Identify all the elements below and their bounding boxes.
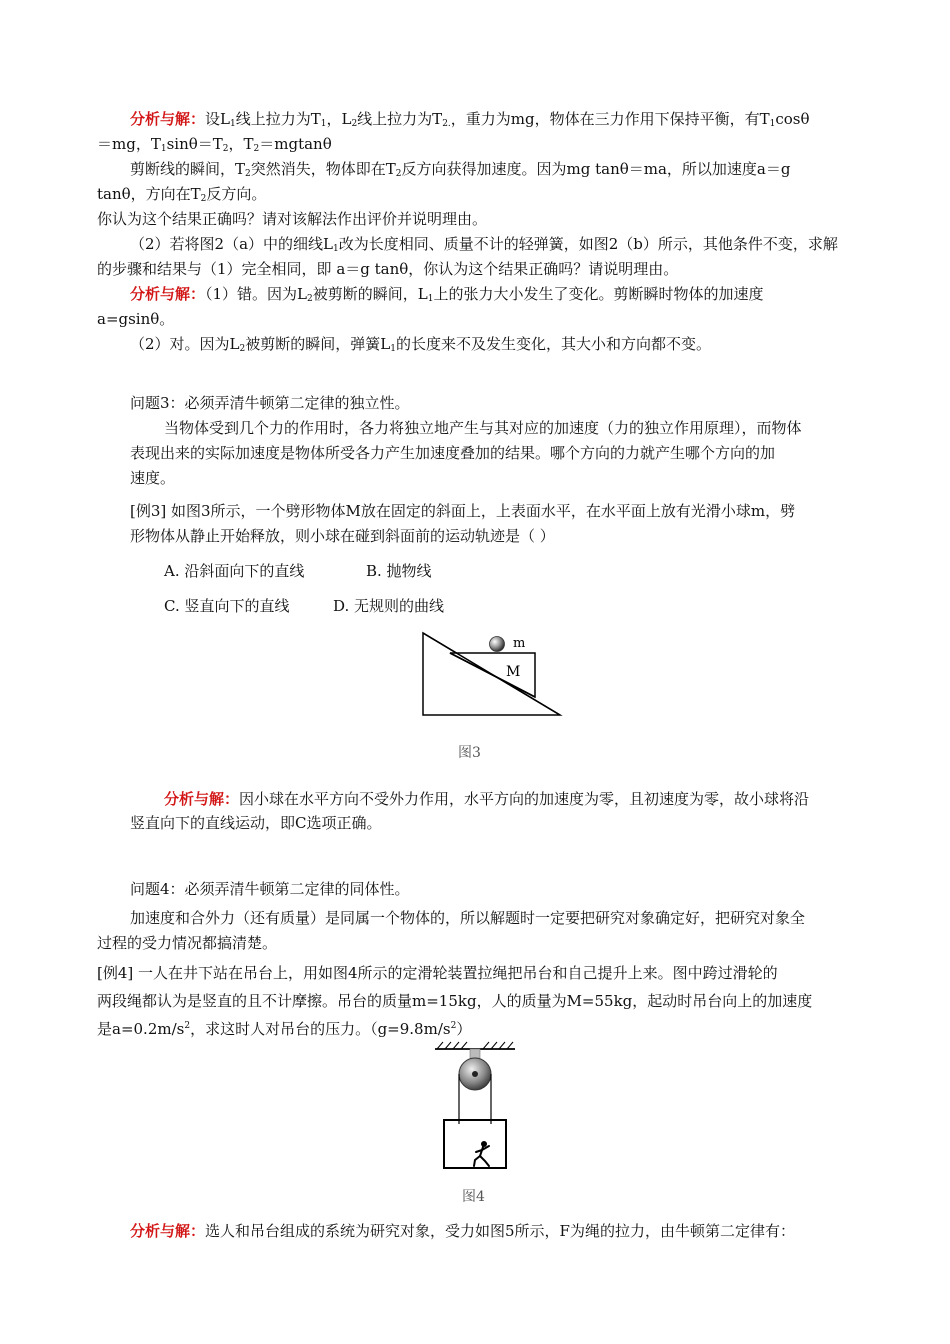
option-b: B. 抛物线: [366, 562, 432, 580]
option-d: D. 无规则的曲线: [333, 597, 445, 615]
example4-line-3: 是$a=0.2m/s^2$，求这时人对吊台的压力。$(g=9.8m/s^2)$: [97, 1020, 472, 1038]
analysis2-line-2: a=gsinθ。: [97, 310, 175, 328]
problem3-para-1: 当物体受到几个力的作用时，各力将独立地产生与其对应的加速度（力的独立作用原理），而物体: [164, 419, 802, 437]
example3-line-1: [例3] 如图3所示，一个劈形物体M放在固定的斜面上，上表面水平，在水平面上放有光滑小球m，劈: [130, 502, 796, 520]
person-icon: [474, 1141, 489, 1166]
option-a: A. 沿斜面向下的直线: [164, 562, 305, 580]
problem4-para-2: 过程的受力情况都搞清楚。: [97, 934, 278, 952]
problem4-para-1: 加速度和合外力（还有质量）是同属一个物体的，所以解题时一定要把研究对象确定好，把研究对象全: [130, 909, 806, 927]
analysis2-line-3: （2）对。因为$L_2$被剪断的瞬间，弹簧$L_1$的长度来不及发生变化，其大小和方向都不变。: [130, 335, 711, 354]
analysis-label: 分析与解：: [130, 1222, 206, 1240]
problem3-title: 问题3：必须弄清牛顿第二定律的独立性。: [130, 394, 410, 412]
problem4-title: 问题4：必须弄清牛顿第二定律的同体性。: [130, 880, 410, 898]
option-c: C. 竖直向下的直线: [164, 597, 290, 615]
question-line: 你认为这个结果正确吗？请对该解法作出评价并说明理由。: [97, 210, 488, 228]
part2-line-2: 的步骤和结果与（1）完全相同，即 a＝g tanθ，你认为这个结果正确吗？请说明理由。: [97, 260, 679, 278]
analysis-line-4: tanθ，方向在$T_2$反方向。: [97, 185, 267, 204]
analysis-line-3: 剪断线的瞬间，$T_2$突然消失，物体即在$T_2$反方向获得加速度。因为mg tanθ＝ma，所以加速度a＝g: [130, 160, 791, 179]
analysis-label: 分析与解：: [130, 285, 206, 303]
figure-3-diagram: [410, 628, 570, 723]
problem3-para-3: 速度。: [130, 469, 176, 487]
analysis-label: 分析与解：: [130, 110, 206, 128]
figure-4-diagram: [425, 1040, 525, 1175]
part2-line-1: （2）若将图2（a）中的细线$L_1$改为长度相同、质量不计的轻弹簧，如图2（b）所示，其他条件不变，求解: [130, 235, 838, 254]
label-M: M: [506, 664, 521, 680]
example4-line-1: [例4] 一人在井下站在吊台上，用如图4所示的定滑轮装置拉绳把吊台和自己提升上来。图中跨过滑轮的: [97, 964, 778, 982]
answer4-line-1: 分析与解：选人和吊台组成的系统为研究对象，受力如图5所示，F为绳的拉力，由牛顿第二定律有：: [130, 1222, 795, 1240]
answer3-line-2: 竖直向下的直线运动，即C选项正确。: [130, 814, 382, 832]
figure-3-caption: 图3: [458, 745, 481, 761]
figure-4-caption: 图4: [462, 1189, 485, 1205]
analysis-label: 分析与解：: [164, 790, 240, 808]
analysis-line-1: 分析与解：设$L_1$线上拉力为$T_1$，$L_2$线上拉力为$T_{2.}$，重力为mg，物体在三力作用下保持平衡，有$T_1\cos\theta$: [130, 110, 810, 129]
example3-line-2: 形物体从静止开始释放，则小球在碰到斜面前的运动轨迹是（ ）: [130, 527, 555, 545]
ball-m: [490, 637, 505, 652]
example4-line-2: 两段绳都认为是竖直的且不计摩擦。吊台的质量m=15kg，人的质量为M=55kg，起动时吊台向上的加速度: [97, 992, 813, 1010]
label-m: m: [513, 636, 526, 651]
analysis2-line-1: 分析与解：（1）错。因为$L_2$被剪断的瞬间，$L_1$上的张力大小发生了变化。剪断瞬时物体的加速度: [130, 285, 764, 304]
answer3-line-1: 分析与解：因小球在水平方向不受外力作用，水平方向的加速度为零，且初速度为零，故小球将沿: [164, 790, 810, 808]
problem3-para-2: 表现出来的实际加速度是物体所受各力产生加速度叠加的结果。哪个方向的力就产生哪个方向的加: [130, 444, 776, 462]
analysis-line-2: ＝mg，$T_1\sin\theta=T_2$，$T_2=mgtan\theta$: [97, 135, 332, 154]
